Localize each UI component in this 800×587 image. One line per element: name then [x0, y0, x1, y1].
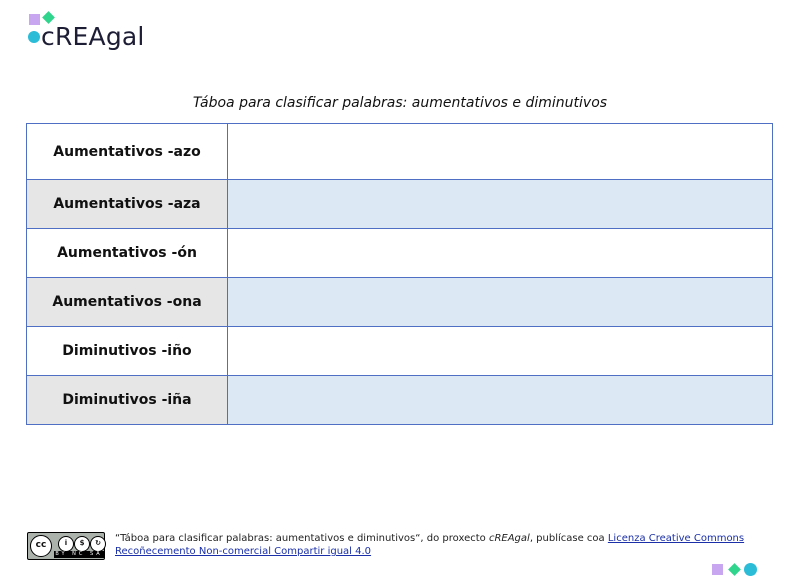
badge-sa-label: SA — [89, 551, 103, 557]
classification-table — [26, 123, 773, 425]
answer-cell[interactable] — [228, 327, 773, 376]
row-label: Diminutivos -iño — [27, 327, 228, 376]
logo-circle-shape — [28, 31, 40, 43]
license-text — [115, 532, 755, 558]
license-footer — [27, 531, 767, 563]
cc-license-badge — [27, 532, 105, 560]
sharealike-icon: ↻ — [90, 536, 106, 552]
project-name: cREAgal — [488, 533, 530, 544]
corner-circle-shape — [744, 563, 757, 576]
table-row — [27, 376, 773, 425]
answer-cell[interactable] — [228, 229, 773, 278]
row-label: Aumentativos -ón — [27, 229, 228, 278]
license-text-middle: , publícase coa — [529, 533, 608, 544]
corner-brand-mark — [712, 562, 762, 578]
logo-wordmark: cREAgal — [41, 22, 145, 51]
license-link[interactable]: Licenza Creative Commons Recoñecemento Non-comercial Compartir igual 4.0 — [115, 533, 745, 557]
noncommercial-icon: $ — [74, 536, 90, 552]
creagal-logo — [27, 12, 167, 52]
table-row — [27, 327, 773, 376]
attribution-icon: i — [58, 536, 74, 552]
badge-nc-label: NC — [72, 551, 86, 557]
table-row — [27, 278, 773, 327]
cc-badge-labels — [54, 551, 104, 558]
row-label: Aumentativos -azo — [27, 124, 228, 180]
row-label: Aumentativos -ona — [27, 278, 228, 327]
badge-by-label: BY — [55, 551, 68, 557]
cc-icon: cc — [30, 535, 52, 557]
page-title: Táboa para clasificar palabras: aumentativos e diminutivos — [192, 95, 608, 111]
row-label: Diminutivos -iña — [27, 376, 228, 425]
answer-cell[interactable] — [228, 180, 773, 229]
license-text-before: “Táboa para clasificar palabras: aumentativos e diminutivos“, do proxecto — [115, 533, 489, 544]
answer-cell[interactable] — [228, 278, 773, 327]
row-label: Aumentativos -aza — [27, 180, 228, 229]
answer-cell[interactable] — [228, 124, 773, 180]
table-row — [27, 229, 773, 278]
corner-diamond-shape — [728, 563, 741, 576]
table-row — [27, 124, 773, 180]
table-row — [27, 180, 773, 229]
corner-square-shape — [712, 564, 723, 575]
logo-square-shape — [29, 14, 40, 25]
answer-cell[interactable] — [228, 376, 773, 425]
